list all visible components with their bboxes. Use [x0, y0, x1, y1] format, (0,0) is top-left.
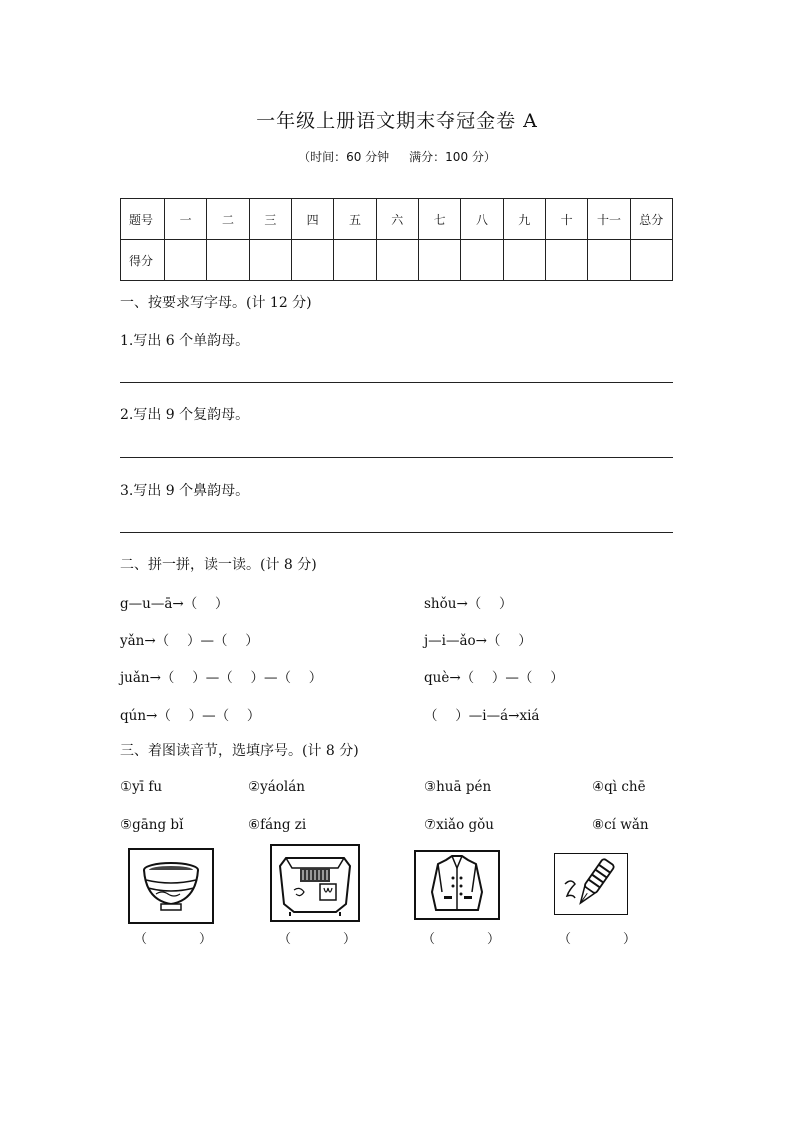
fountain-pen-icon — [555, 854, 627, 914]
exam-full-score: 满分：100 分） — [409, 150, 496, 164]
pinyin-item[interactable]: g—u—ā→（ ） — [120, 596, 229, 612]
score-table — [120, 198, 673, 281]
pinyin-item[interactable]: shǒu→（ ） — [424, 596, 513, 612]
score-cell[interactable] — [461, 240, 503, 281]
score-table-header-cell: 十一 — [588, 199, 630, 240]
page-title: 一年级上册语文期末夺冠金卷 A — [256, 110, 538, 132]
score-cell[interactable] — [630, 240, 672, 281]
exam-info — [0, 148, 794, 165]
score-cell[interactable] — [249, 240, 291, 281]
score-table-header-cell: 一 — [165, 199, 207, 240]
pinyin-item[interactable]: juǎn→（ ）—（ ）—（ ） — [120, 670, 323, 686]
question-1-1: 1.写出 6 个单韵母。 — [120, 333, 250, 349]
option-item: ⑥fáng zi — [248, 817, 307, 833]
score-table-header-cell: 十 — [545, 199, 587, 240]
option-item: ④qì chē — [592, 779, 646, 795]
score-table-header-cell: 八 — [461, 199, 503, 240]
score-table-header-cell: 题号 — [121, 199, 165, 240]
score-cell[interactable] — [207, 240, 249, 281]
score-cell[interactable] — [334, 240, 376, 281]
score-cell[interactable] — [418, 240, 460, 281]
option-item: ⑦xiǎo gǒu — [424, 817, 494, 833]
answer-blank[interactable]: （ ） — [422, 932, 501, 947]
coat-picture — [414, 850, 500, 920]
bowl-icon — [130, 850, 212, 922]
answer-line-3[interactable] — [120, 532, 673, 533]
bowl-picture — [128, 848, 214, 924]
score-table-header-cell: 三 — [249, 199, 291, 240]
option-item: ②yáolán — [248, 779, 305, 795]
coat-icon — [416, 852, 498, 918]
score-row-label: 得分 — [121, 240, 165, 281]
exam-time: （时间：60 分钟 — [298, 150, 390, 164]
pinyin-item[interactable]: yǎn→（ ）—（ ） — [120, 633, 259, 649]
score-table-header-cell: 七 — [418, 199, 460, 240]
score-cell[interactable] — [503, 240, 545, 281]
option-item: ①yī fu — [120, 779, 163, 795]
score-table-score-row — [121, 240, 673, 281]
pinyin-item[interactable]: qún→（ ）—（ ） — [120, 708, 261, 724]
answer-blank[interactable]: （ ） — [278, 932, 357, 947]
score-table-header-cell: 五 — [334, 199, 376, 240]
answer-blank[interactable]: （ ） — [558, 932, 637, 947]
section-2-heading: 二、拼一拼，读一读。(计 8 分) — [120, 557, 317, 573]
pinyin-item[interactable]: què→（ ）—（ ） — [424, 670, 564, 686]
score-table-header-cell: 二 — [207, 199, 249, 240]
score-table-header-cell: 六 — [376, 199, 418, 240]
section-1-heading: 一、按要求写字母。(计 12 分) — [120, 295, 312, 311]
question-1-2: 2.写出 9 个复韵母。 — [120, 407, 250, 423]
score-table-header-cell: 总分 — [630, 199, 672, 240]
option-item: ⑧cí wǎn — [592, 817, 649, 833]
score-table-header-cell: 四 — [291, 199, 333, 240]
score-cell[interactable] — [545, 240, 587, 281]
option-item: ⑤gāng bǐ — [120, 817, 184, 833]
pinyin-item[interactable]: j—i—ǎo→（ ） — [424, 633, 532, 649]
score-cell[interactable] — [291, 240, 333, 281]
flowerpot-icon — [272, 846, 358, 920]
answer-blank[interactable]: （ ） — [134, 932, 213, 947]
fountain-pen-picture — [554, 853, 628, 915]
answer-line-1[interactable] — [120, 382, 673, 383]
score-table-header-cell: 九 — [503, 199, 545, 240]
option-item: ③huā pén — [424, 779, 492, 795]
answer-line-2[interactable] — [120, 457, 673, 458]
section-3-heading: 三、着图读音节，选填序号。(计 8 分) — [120, 743, 359, 759]
question-1-3: 3.写出 9 个鼻韵母。 — [120, 483, 250, 499]
score-cell[interactable] — [376, 240, 418, 281]
score-table-header-row — [121, 199, 673, 240]
score-cell[interactable] — [588, 240, 630, 281]
pinyin-item[interactable]: （ ）—i—á→xiá — [424, 708, 540, 724]
score-cell[interactable] — [165, 240, 207, 281]
flowerpot-picture — [270, 844, 360, 922]
